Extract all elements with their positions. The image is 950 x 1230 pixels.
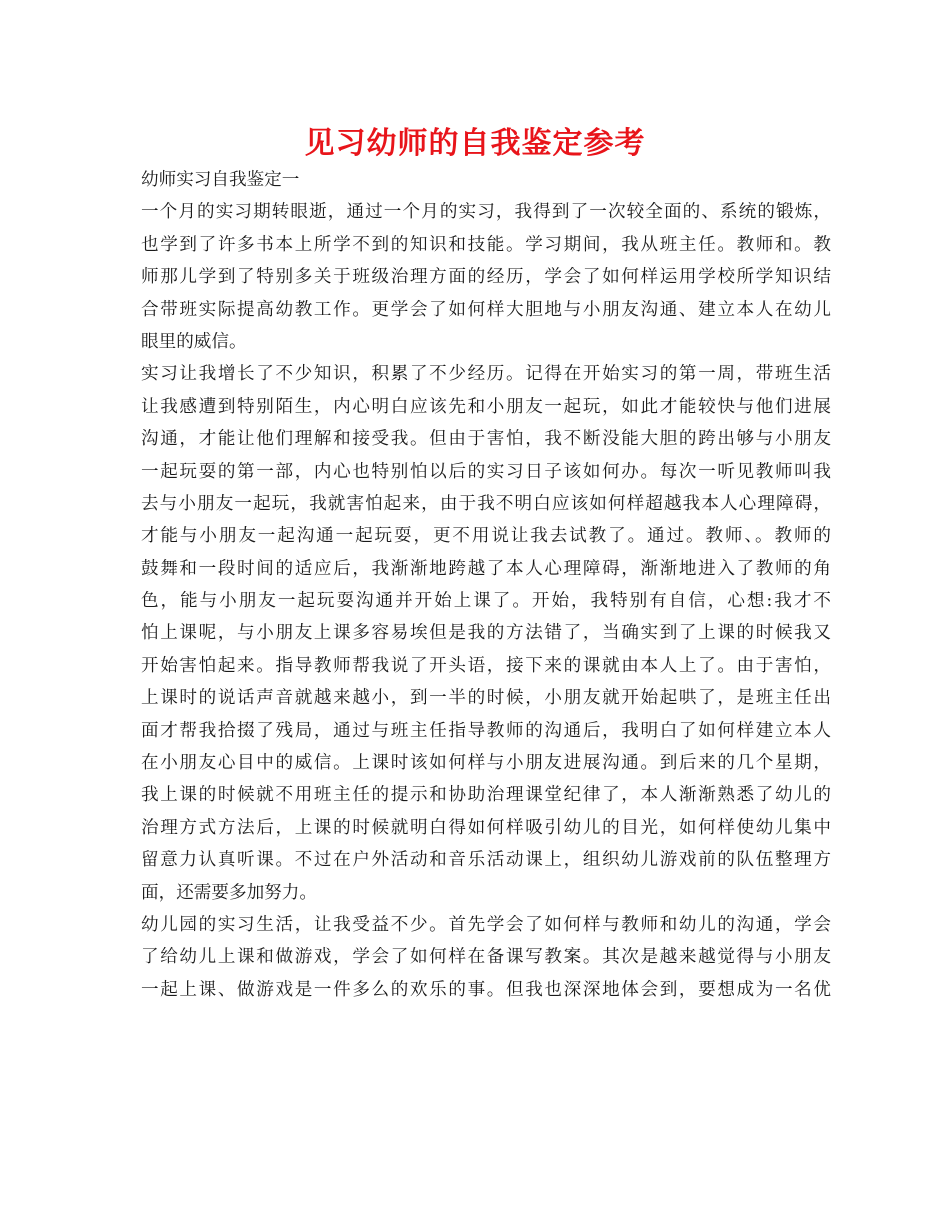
- body-line: 也学到了许多书本上所学不到的知识和技能。学习期间，我从班主任。教师和。教: [141, 234, 831, 255]
- body-line: 面，还需要多加努力。: [141, 882, 317, 903]
- body-line: 我上课的时候就不用班主任的提示和协助治理课堂纪律了，本人渐渐熟悉了幼儿的: [141, 785, 831, 806]
- body-line: 留意力认真听课。不过在户外活动和音乐活动课上，组织幼儿游戏前的队伍整理方: [141, 850, 831, 871]
- body-line: 一起上课、做游戏是一件多么的欢乐的事。但我也深深地体会到，要想成为一名优: [141, 979, 831, 1000]
- body-line: 去与小朋友一起玩，我就害怕起来，由于我不明白应该如何样超越我本人心理障碍，: [141, 493, 831, 514]
- body-line: 眼里的威信。: [141, 331, 247, 352]
- body-line: 上课时的说话声音就越来越小，到一半的时候，小朋友就开始起哄了，是班主任出: [141, 688, 831, 709]
- body-line: 了给幼儿上课和做游戏，学会了如何样在备课写教案。其次是越来越觉得与小朋友: [141, 947, 831, 968]
- body-line: 才能与小朋友一起沟通一起玩耍，更不用说让我去试教了。通过。教师、。教师的: [141, 526, 831, 547]
- body-line: 鼓舞和一段时间的适应后，我渐渐地跨越了本人心理障碍，渐渐地进入了教师的角: [141, 558, 831, 579]
- body-line: 幼儿园的实习生活，让我受益不少。首先学会了如何样与教师和幼儿的沟通，学会: [141, 914, 831, 935]
- body-line: 师那儿学到了特别多关于班级治理方面的经历，学会了如何样运用学校所学知识结: [141, 267, 831, 288]
- document-title: 见习幼师的自我鉴定参考: [304, 126, 646, 161]
- body-line: 合带班实际提高幼教工作。更学会了如何样大胆地与小朋友沟通、建立本人在幼儿: [141, 299, 831, 320]
- body-line: 开始害怕起来。指导教师帮我说了开头语，接下来的课就由本人上了。由于害怕，: [141, 655, 831, 676]
- document-body: [141, 164, 831, 1006]
- body-line: 一起玩耍的第一部，内心也特别怕以后的实习日子该如何办。每次一听见教师叫我: [141, 461, 831, 482]
- body-line: 一个月的实习期转眼逝，通过一个月的实习，我得到了一次较全面的、系统的锻炼，: [141, 202, 831, 223]
- body-line: 在小朋友心目中的威信。上课时该如何样与小朋友进展沟通。到后来的几个星期，: [141, 753, 831, 774]
- body-line: 幼师实习自我鉴定一: [141, 170, 300, 190]
- body-line: 治理方式方法后，上课的时候就明白得如何样吸引幼儿的目光，如何样使幼儿集中: [141, 817, 831, 838]
- body-line: 怕上课呢，与小朋友上课多容易埃但是我的方法错了，当确实到了上课的时候我又: [141, 623, 831, 644]
- body-line: 沟通，才能让他们理解和接受我。但由于害怕，我不断没能大胆的跨出够与小朋友: [141, 429, 831, 450]
- body-line: 面才帮我拾掇了残局，通过与班主任指导教师的沟通后，我明白了如何样建立本人: [141, 720, 831, 741]
- body-line: 让我感遭到特别陌生，内心明白应该先和小朋友一起玩，如此才能较快与他们进展: [141, 396, 831, 417]
- body-line: 实习让我增长了不少知识，积累了不少经历。记得在开始实习的第一周，带班生活: [141, 364, 831, 385]
- body-line: 色，能与小朋友一起玩耍沟通并开始上课了。开始，我特别有自信，心想:我才不: [141, 591, 831, 612]
